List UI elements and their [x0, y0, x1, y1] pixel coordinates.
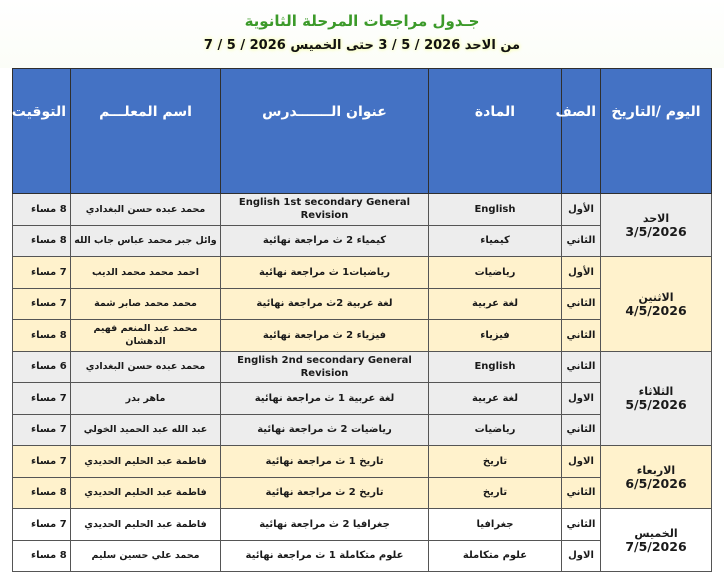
column-header-time: التوقيت: [13, 69, 71, 194]
grade-cell: الأول: [562, 194, 601, 226]
subject-cell: رياضيات: [429, 257, 562, 289]
time-cell: 7 مساء: [13, 257, 71, 289]
teacher-cell: ماهر بدر: [71, 383, 221, 415]
lesson-cell: فيزياء 2 ث مراجعة نهائية: [221, 320, 429, 352]
grade-cell: الثاني: [562, 509, 601, 541]
teacher-cell: فاطمة عبد الحليم الحديدي: [71, 477, 221, 509]
subject-cell: كيمياء: [429, 225, 562, 257]
lesson-cell: لغة عربية 1 ث مراجعة نهائية: [221, 383, 429, 415]
lesson-cell: English 2nd secondary General Revision: [221, 351, 429, 383]
page-title: جـدول مراجعات المرحلة الثانوية: [244, 12, 480, 30]
grade-cell: الاول: [562, 446, 601, 478]
day-date-cell: [601, 257, 712, 352]
subject-cell: علوم متكاملة: [429, 540, 562, 572]
subject-cell: English: [429, 194, 562, 226]
grade-cell: الاول: [562, 383, 601, 415]
subject-cell: لغة عربية: [429, 383, 562, 415]
time-cell: 7 مساء: [13, 509, 71, 541]
lesson-cell: رياضيات 2 ث مراجعة نهائية: [221, 414, 429, 446]
subject-cell: رياضيات: [429, 414, 562, 446]
lesson-cell: تاريخ 2 ث مراجعة نهائية: [221, 477, 429, 509]
teacher-cell: محمد عبده حسن البغدادي: [71, 194, 221, 226]
review-schedule-table: [12, 68, 712, 572]
page-header: [0, 0, 724, 68]
time-cell: 8 مساء: [13, 320, 71, 352]
time-cell: 7 مساء: [13, 446, 71, 478]
day-date: 4/5/2026: [625, 302, 687, 318]
grade-cell: الثاني: [562, 320, 601, 352]
subject-cell: جغرافيا: [429, 509, 562, 541]
grade-cell: الثاني: [562, 477, 601, 509]
table-row: [13, 446, 712, 478]
table-row: [13, 194, 712, 226]
subject-cell: لغة عربية: [429, 288, 562, 320]
day-name: الاربعاء: [636, 464, 676, 477]
column-header-day: اليوم /التاريخ: [601, 69, 712, 194]
subject-cell: English: [429, 351, 562, 383]
lesson-cell: لغة عربية 2ث مراجعة نهائية: [221, 288, 429, 320]
grade-cell: الثاني: [562, 414, 601, 446]
date-range-subtitle: من الاحد 2026 / 5 / 3 حتى الخميس 2026 / 5 / 7: [203, 38, 521, 53]
time-cell: 8 مساء: [13, 194, 71, 226]
table-row: [13, 257, 712, 289]
time-cell: 8 مساء: [13, 477, 71, 509]
day-name: الثلاثاء: [638, 385, 674, 399]
day-name: الخميس: [634, 527, 678, 540]
day-date: 6/5/2026: [625, 476, 687, 491]
subject-cell: تاريخ: [429, 477, 562, 509]
day-date-cell: [601, 446, 712, 509]
column-header-grade: الصف: [562, 69, 601, 194]
time-cell: 8 مساء: [13, 540, 71, 572]
column-header-subject: المادة: [429, 69, 562, 194]
subject-cell: فيزياء: [429, 320, 562, 352]
lesson-cell: تاريخ 1 ث مراجعة نهائية: [221, 446, 429, 478]
lesson-cell: رياضيات1 ث مراجعة نهائية: [221, 257, 429, 289]
table-row: [13, 509, 712, 541]
column-header-lesson: عنوان الـــــــدرس: [221, 69, 429, 194]
time-cell: 8 مساء: [13, 225, 71, 257]
table-header-row: [13, 69, 712, 194]
grade-cell: الأول: [562, 257, 601, 289]
day-date: 3/5/2026: [625, 224, 687, 239]
lesson-cell: علوم متكاملة 1 ث مراجعة نهائية: [221, 540, 429, 572]
grade-cell: الثاني: [562, 288, 601, 320]
time-cell: 6 مساء: [13, 351, 71, 383]
teacher-cell: محمد علي حسين سليم: [71, 540, 221, 572]
day-date-cell: [601, 351, 712, 446]
day-name: الاثنين: [638, 290, 674, 304]
teacher-cell: عبد الله عبد الحميد الخولي: [71, 414, 221, 446]
time-cell: 7 مساء: [13, 414, 71, 446]
day-name: الاحد: [642, 212, 670, 225]
lesson-cell: جغرافيا 2 ث مراجعة نهائية: [221, 509, 429, 541]
lesson-cell: English 1st secondary General Revision: [221, 194, 429, 226]
table-row: [13, 351, 712, 383]
teacher-cell: محمد عبده حسن البغدادي: [71, 351, 221, 383]
day-date: 7/5/2026: [625, 539, 687, 554]
teacher-cell: وائل جبر محمد عباس جاب الله: [71, 225, 221, 257]
lesson-cell: كيمياء 2 ث مراجعة نهائية: [221, 225, 429, 257]
day-date: 5/5/2026: [625, 397, 687, 413]
column-header-teacher: اسم المعلـــم: [71, 69, 221, 194]
teacher-cell: محمد محمد صابر شمة: [71, 288, 221, 320]
time-cell: 7 مساء: [13, 383, 71, 415]
day-date-cell: [601, 194, 712, 257]
teacher-cell: فاطمة عبد الحليم الحديدي: [71, 446, 221, 478]
grade-cell: الثاني: [562, 225, 601, 257]
teacher-cell: محمد عبد المنعم فهيم الدهشان: [71, 320, 221, 352]
teacher-cell: فاطمة عبد الحليم الحديدي: [71, 509, 221, 541]
subject-cell: تاريخ: [429, 446, 562, 478]
day-date-cell: [601, 509, 712, 572]
grade-cell: الثاني: [562, 351, 601, 383]
time-cell: 7 مساء: [13, 288, 71, 320]
teacher-cell: احمد محمد محمد الديب: [71, 257, 221, 289]
grade-cell: الاول: [562, 540, 601, 572]
